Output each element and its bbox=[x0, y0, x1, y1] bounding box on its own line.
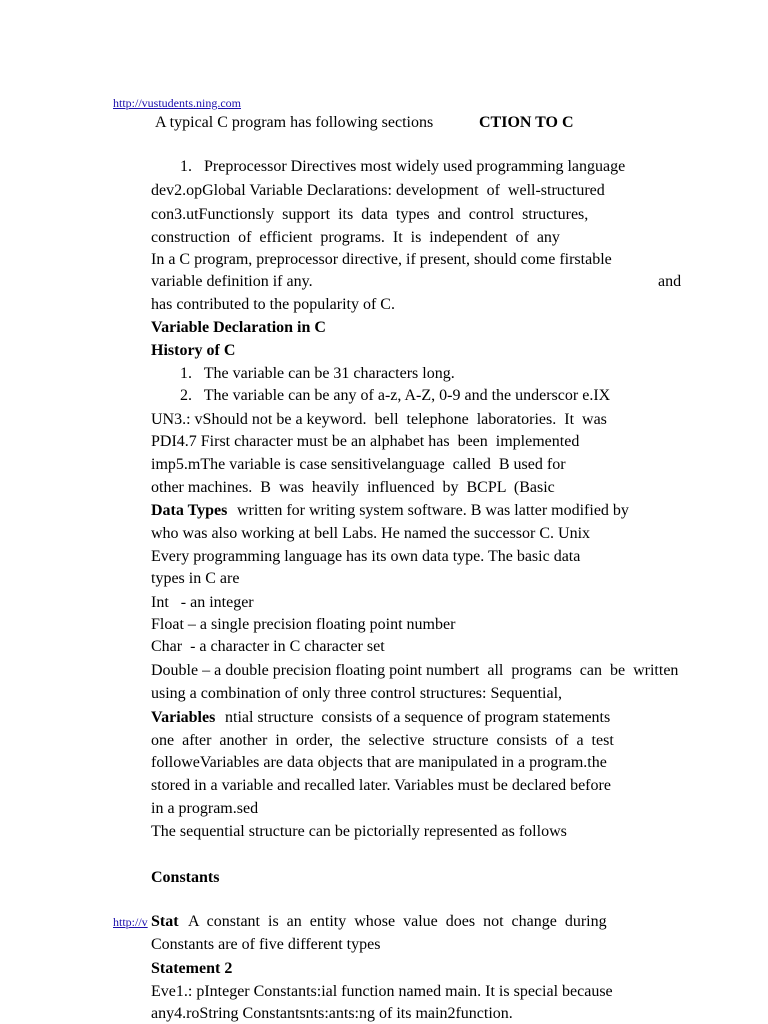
doc-line: Int - an integer bbox=[151, 594, 254, 611]
doc-line: written for writing system software. B was latter modified by bbox=[237, 502, 629, 519]
doc-line: types in C are bbox=[151, 570, 240, 587]
doc-line: Char - a character in C character set bbox=[151, 638, 385, 655]
doc-heading-variables: Variables bbox=[151, 709, 216, 726]
doc-line: Constants are of five different types bbox=[151, 936, 381, 953]
footer-link[interactable]: http://v bbox=[113, 915, 148, 929]
doc-heading-statement-2: Statement 2 bbox=[151, 960, 233, 977]
doc-heading-history: History of C bbox=[151, 342, 236, 359]
doc-line: one after another in order, the selective structure consists of a test bbox=[151, 732, 614, 749]
doc-line: PDI4.7 First character must be an alphabet has been implemented bbox=[151, 433, 580, 450]
doc-line: any4.roString Constantsnts:ants:ng of its main2function. bbox=[151, 1005, 513, 1022]
doc-line: Float – a single precision floating point number bbox=[151, 616, 456, 633]
doc-line: stored in a variable and recalled later. Variables must be declared before bbox=[151, 777, 611, 794]
doc-line-fragment: Stat bbox=[151, 913, 179, 930]
doc-line: imp5.mThe variable is case sensitivelanguage called B used for bbox=[151, 456, 566, 473]
doc-line: The sequential structure can be pictorially represented as follows bbox=[151, 823, 567, 840]
doc-line: 1. Preprocessor Directives most widely used programming language bbox=[180, 158, 626, 175]
doc-heading-constants: Constants bbox=[151, 869, 220, 886]
doc-heading-intro-fragment: CTION TO C bbox=[479, 114, 574, 131]
doc-line: UN3.: vShould not be a keyword. bell telephone laboratories. It was bbox=[151, 411, 607, 428]
doc-line: construction of efficient programs. It is independent of any bbox=[151, 229, 560, 246]
doc-line: dev2.opGlobal Variable Declarations: development of well-structured bbox=[151, 182, 605, 199]
doc-line: other machines. B was heavily influenced by BCPL (Basic bbox=[151, 479, 555, 496]
doc-line-sections: A typical C program has following sections bbox=[155, 114, 434, 131]
doc-line: who was also working at bell Labs. He named the successor C. Unix bbox=[151, 525, 591, 542]
doc-line: ntial structure consists of a sequence of program statements bbox=[225, 709, 611, 726]
doc-line: con3.utFunctionsly support its data types and control structures, bbox=[151, 206, 589, 223]
doc-line: A constant is an entity whose value does not change during bbox=[188, 913, 607, 930]
doc-line: 1. The variable can be 31 characters long. bbox=[180, 365, 455, 382]
doc-line: followeVariables are data objects that are manipulated in a program.the bbox=[151, 754, 607, 771]
doc-line: has contributed to the popularity of C. bbox=[151, 296, 395, 313]
doc-line: Every programming language has its own data type. The basic data bbox=[151, 548, 581, 565]
doc-heading-data-types: Data Types bbox=[151, 502, 228, 519]
doc-heading-variable-declaration: Variable Declaration in C bbox=[151, 319, 326, 336]
doc-line-fragment: and bbox=[658, 273, 682, 290]
doc-line: Double – a double precision floating point numbert all programs can be written bbox=[151, 662, 679, 679]
doc-line: in a program.sed bbox=[151, 800, 259, 817]
doc-line: variable definition if any. bbox=[151, 273, 313, 290]
doc-line: In a C program, preprocessor directive, if present, should come firstable bbox=[151, 251, 612, 268]
doc-line: 2. The variable can be any of a-z, A-Z, 0-9 and the underscor e.IX bbox=[180, 387, 611, 404]
doc-line: Eve1.: pInteger Constants:ial function named main. It is special because bbox=[151, 983, 613, 1000]
header-link[interactable]: http://vustudents.ning.com bbox=[113, 96, 241, 110]
doc-line: using a combination of only three control structures: Sequential, bbox=[151, 685, 563, 702]
